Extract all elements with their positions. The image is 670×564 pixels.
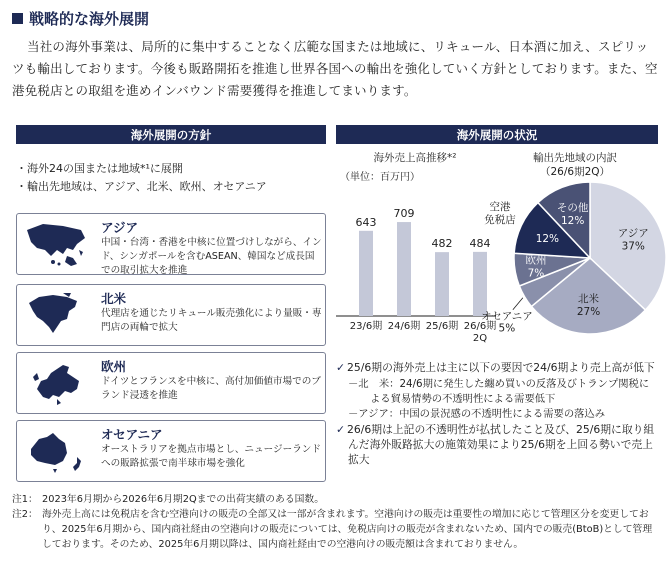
region-card-north-america bbox=[16, 284, 326, 346]
x-tick-label: 24/6期 bbox=[387, 321, 421, 332]
oceania-map-icon bbox=[23, 427, 91, 477]
bar bbox=[435, 252, 449, 316]
region-description: 代理店を通じたリキュール販売強化により量販・専門店の両輪で拡大 bbox=[101, 308, 322, 333]
status-bullets bbox=[336, 360, 656, 469]
footnote-text: 2023年6月期から2026年6月期2Qまでの出荷実績のある国数。 bbox=[42, 494, 325, 505]
region-card-asia bbox=[16, 213, 326, 275]
policy-bullet: ・ 輸出先地域は、アジア、北米、欧州、オセアニア bbox=[16, 178, 267, 196]
region-description: 中国・台湾・香港を中核に位置づけしながら、インド、シンガポールを含むASEAN、韓国など成長国での取引拡大を推進 bbox=[101, 237, 322, 276]
title-square-icon bbox=[12, 13, 23, 24]
status-heading: 海外展開の状況 bbox=[336, 125, 658, 144]
region-name: 欧州 bbox=[101, 359, 127, 374]
bar bbox=[473, 252, 487, 316]
footnote bbox=[12, 492, 660, 507]
status-sub-bullet: －北 米：24/6期に発生した纏め買いの反落及びトランプ関税による貿易情勢の不透明性による需要低下 bbox=[348, 378, 650, 405]
pie-slice-value: 12% bbox=[535, 232, 560, 245]
x-tick-label: 26/6期 bbox=[463, 321, 497, 332]
pie-slice-label: 北米 bbox=[578, 293, 600, 306]
region-name: オセアニア bbox=[101, 427, 163, 442]
pie-slice-value: 12% bbox=[560, 215, 585, 228]
bar-value-label: 709 bbox=[393, 207, 415, 221]
x-tick-label: 23/6期 bbox=[349, 321, 383, 332]
region-name: アジア bbox=[101, 220, 139, 235]
pie-chart-title: 輸出先地域の内訳 bbox=[533, 152, 617, 164]
region-pie-chart bbox=[481, 180, 670, 350]
pie-chart-period: （26/6期2Q） bbox=[539, 166, 611, 178]
footnote-key: 注1： bbox=[12, 494, 38, 505]
page-title bbox=[12, 8, 149, 29]
pie-slice-value: 7% bbox=[527, 267, 545, 280]
status-bullet: ✓ 25/6期の海外売上は主に以下の要因で24/6期より売上高が低下 bbox=[336, 360, 656, 375]
pie-slice-label: アジア bbox=[617, 227, 649, 240]
pie-slice-value: 5% bbox=[498, 322, 516, 335]
pie-slice-value: 27% bbox=[576, 306, 601, 319]
region-card-europe bbox=[16, 352, 326, 414]
region-card-oceania bbox=[16, 420, 326, 482]
bar bbox=[359, 231, 373, 316]
status-sub-bullet: －アジア：中国の景況感の不透明性による需要の落込み bbox=[348, 408, 606, 420]
bar-value-label: 482 bbox=[431, 237, 453, 251]
footnote-key: 注2： bbox=[12, 509, 38, 520]
footnote bbox=[12, 507, 660, 552]
bar-value-label: 484 bbox=[469, 236, 491, 250]
intro-paragraph: 当社の海外事業は、局所的に集中することなく広範な国または地域に、リキュール、日本酒に加え、スピリッツも輸出しております。今後も販路開拓を推進し世界各国への輸出を強化していく方針としております。また、空港免税店との取組を進めインバウンド需要獲得を推進してまいります。 bbox=[12, 39, 658, 98]
footnotes bbox=[12, 492, 660, 552]
status-bullet: ✓ 26/6期は上記の不透明性が払拭したこと及び、25/6期に取り組んだ海外販路拡大の施策効果により25/6期を上回る勢いで売上拡大 bbox=[336, 422, 656, 467]
pie-slice-label: オセアニア bbox=[481, 310, 533, 323]
sales-chart-unit: （単位：百万円） bbox=[340, 172, 420, 183]
sales-chart-title: 海外売上高推移*² bbox=[373, 152, 457, 164]
pie-leader-line bbox=[513, 298, 523, 310]
x-tick-label: 2Q bbox=[472, 333, 488, 344]
pie-slice-label: 免税店 bbox=[484, 214, 516, 226]
pie-slice-value: 37% bbox=[621, 240, 645, 253]
asia-map-icon bbox=[23, 220, 91, 270]
region-name: 北米 bbox=[101, 291, 127, 306]
bar bbox=[397, 222, 411, 316]
europe-map-icon bbox=[23, 359, 91, 409]
policy-bullet: ・ 海外24の国または地域*¹に展開 bbox=[16, 160, 267, 178]
north-america-map-icon bbox=[23, 291, 91, 341]
policy-heading: 海外展開の方針 bbox=[16, 125, 326, 144]
region-description: ドイツとフランスを中核に、高付加価値市場でのブランド浸透を推進 bbox=[101, 376, 321, 401]
policy-bullets bbox=[16, 160, 267, 196]
page-title-text: 戦略的な海外展開 bbox=[29, 10, 150, 28]
pie-slice-label: その他 bbox=[556, 202, 589, 215]
region-description: オーストラリアを拠点市場とし、ニュージーランドへの販路拡張で南半球市場を強化 bbox=[101, 444, 321, 469]
x-tick-label: 25/6期 bbox=[425, 321, 459, 332]
footnote-text: 海外売上高には免税店を含む空港向けの販売の全部又は一部が含まれます。空港向けの販売は重要性の増加に応じて管理区分を変更しており、2025年6月期から、国内商社経由の空港向けの販売については、免税店向けの販売が含まれないため、国内での販売(BtoB)として管理しております。そのため、2025年6月期以降は、国内商社経由での空港向けの販売額は含まれておりません。 bbox=[42, 509, 653, 550]
pie-slice-label: 空港 bbox=[489, 201, 511, 213]
pie-slice-label: 欧州 bbox=[525, 254, 547, 267]
sales-bar-chart bbox=[336, 180, 500, 350]
bar-value-label: 643 bbox=[355, 215, 377, 229]
